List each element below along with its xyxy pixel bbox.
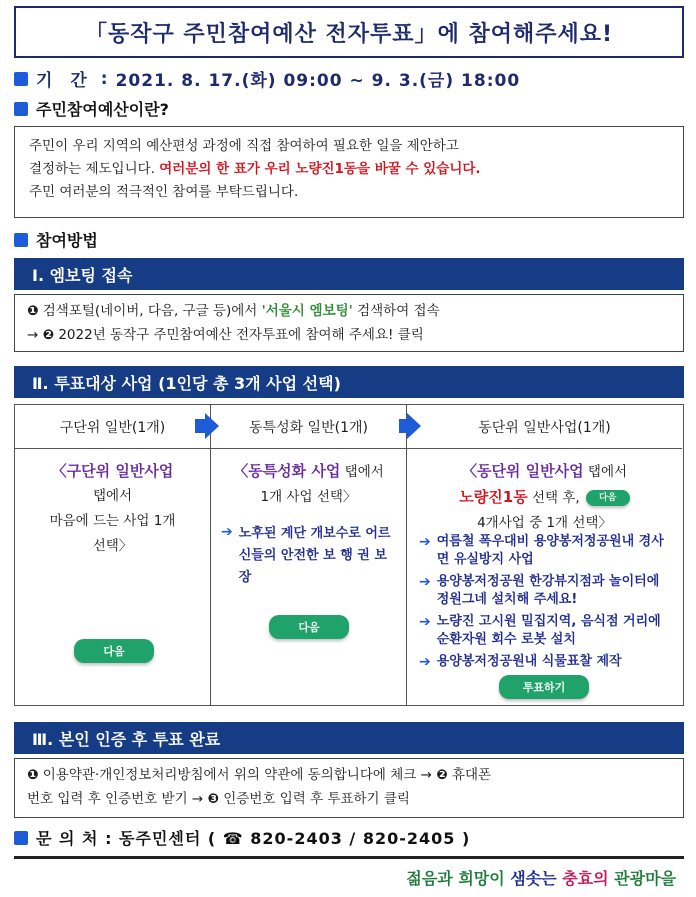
period-label: 기 간 xyxy=(36,71,93,91)
column-body xyxy=(407,459,682,536)
step1-line-2 xyxy=(27,323,671,347)
square-bullet-icon xyxy=(14,72,28,86)
step2-bar: Ⅱ. 투표대상 사업 (1인당 총 3개 사업 선택) xyxy=(14,366,684,398)
next-button[interactable]: 다음 xyxy=(74,639,154,663)
tab-line xyxy=(407,459,682,485)
tab-line xyxy=(211,459,406,485)
project-name: 용양봉저정공원 한강뷰지점과 놀이터에 정원그네 설치해 주세요! xyxy=(436,574,660,607)
dong-line xyxy=(407,485,682,511)
square-bullet-icon xyxy=(14,233,28,247)
project-list xyxy=(221,523,396,593)
column-line: 탭에서 xyxy=(92,488,133,504)
column-header: 구단위 일반(1개) xyxy=(15,405,210,449)
arrow-icon: → xyxy=(27,327,39,343)
dong-suffix: 선택 후, xyxy=(527,490,580,506)
slogan-part: 관광마을 xyxy=(614,869,676,888)
step3-line-1 xyxy=(27,763,671,787)
intro-line-2-plain: 결정하는 제도입니다. xyxy=(29,161,160,177)
period-row xyxy=(14,66,520,91)
method-heading: 참여방법 xyxy=(36,231,98,250)
vote-target-grid xyxy=(14,404,684,706)
step-number-icon: ❷ xyxy=(42,327,55,343)
vote-button[interactable]: 투표하기 xyxy=(499,675,589,699)
list-item xyxy=(419,613,674,649)
step1-search-keyword: '서울시 엠보팅' xyxy=(261,303,353,319)
step-number-icon: ❶ xyxy=(27,767,39,783)
column-body xyxy=(211,459,406,585)
slogan-part: 충효의 xyxy=(562,869,615,888)
step3-bar: Ⅲ. 본인 인증 후 투표 완료 xyxy=(14,722,684,754)
step3-text-2: 휴대폰 xyxy=(451,767,492,783)
step1-text-2: 2022년 동작구 주민참여예산 전자투표에 참여해 주세요! 클릭 xyxy=(58,327,424,343)
arrow-right-icon: ➔ xyxy=(221,524,233,540)
column-dong-special xyxy=(211,405,407,705)
square-bullet-icon xyxy=(14,102,28,116)
project-name: 노후된 계단 개보수로 어르신들의 안전한 보 행 권 보 장 xyxy=(238,526,391,585)
step1-text-b: 검색하여 접속 xyxy=(352,303,440,319)
step3-text-3b: 인증번호 입력 후 투표하기 클릭 xyxy=(223,791,410,807)
list-item xyxy=(221,523,396,589)
list-item xyxy=(419,573,674,609)
step1-bar: Ⅰ. 엠보팅 접속 xyxy=(14,258,684,290)
step1-box xyxy=(14,294,684,352)
column-header: 동특성화 일반(1개) xyxy=(211,405,406,449)
step1-text-a: 검색포털(네이버, 다음, 구글 등)에서 xyxy=(42,303,262,319)
step-number-icon: ❸ xyxy=(207,791,219,807)
contact-info: 문 의 처 : 동주민센터 ( ☎ 820-2403 / 820-2405 ) xyxy=(36,829,471,848)
step-number-icon: ❷ xyxy=(436,767,448,783)
intro-line-2-emphasis: 여러분의 한 표가 우리 노량진1동을 바꿀 수 있습니다. xyxy=(159,161,481,177)
step3-text-1: 이용약관·개인정보처리방침에서 위의 약관에 동의합니다에 체크 → xyxy=(42,767,432,783)
step1-line-1 xyxy=(27,299,671,323)
column-line: 4개사업 중 1개 선택〉 xyxy=(477,515,612,531)
period-colon: : xyxy=(100,68,108,89)
arrow-right-icon: ➔ xyxy=(419,614,431,630)
intro-line-3: 주민 여러분의 적극적인 참여를 부탁드립니다. xyxy=(29,184,299,200)
tab-name: 〈동단위 일반사업 xyxy=(461,462,584,480)
column-body xyxy=(15,459,210,559)
square-bullet-icon xyxy=(14,831,28,845)
list-item xyxy=(419,653,674,671)
arrow-right-icon: ➔ xyxy=(419,534,431,550)
tab-suffix: 탭에서 xyxy=(340,464,384,480)
tab-name: 〈구단위 일반사업 xyxy=(51,462,174,480)
step3-text-3a: 번호 입력 후 인증번호 받기 → xyxy=(27,791,204,807)
period-value: 2021. 8. 17.(화) 09:00 ~ 9. 3.(금) 18:00 xyxy=(115,71,521,91)
small-next-button[interactable]: 다음 xyxy=(586,490,630,506)
page-title: 「동작구 주민참여예산 전자투표」에 참여해주세요! xyxy=(84,21,614,47)
next-button[interactable]: 다음 xyxy=(269,615,349,639)
slogan-part: 젊음과 희망이 xyxy=(406,869,511,888)
dong-name: 노량진1동 xyxy=(459,488,528,506)
intro-line-2 xyxy=(29,158,669,181)
project-name: 여름철 폭우대비 용양봉저정공원내 경사면 유실방지 사업 xyxy=(436,534,664,567)
project-name: 노량진 고시원 밀집지역, 음식점 거리에 순환자원 회수 로봇 설치 xyxy=(436,614,661,647)
flow-arrow-head-icon xyxy=(407,413,421,439)
flow-arrow-head-icon xyxy=(205,413,219,439)
list-item xyxy=(419,533,674,569)
column-line: 선택〉 xyxy=(92,538,133,554)
slogan xyxy=(406,866,676,889)
method-heading-row xyxy=(14,228,98,251)
intro-line-1: 주민이 우리 지역의 예산편성 과정에 직접 참여하여 필요한 일을 제안하고 xyxy=(29,138,459,154)
column-line: 마음에 드는 사업 1개 xyxy=(49,513,176,529)
step-number-icon: ❶ xyxy=(27,303,39,319)
project-list xyxy=(419,533,674,675)
column-gu xyxy=(15,405,211,705)
intro-heading: 주민참여예산이란? xyxy=(36,100,169,119)
contact-row xyxy=(14,826,470,849)
slogan-part: 샘솟는 xyxy=(510,869,563,888)
tab-suffix: 탭에서 xyxy=(583,464,628,480)
column-header: 동단위 일반사업(1개) xyxy=(407,405,682,449)
tab-name: 〈동특성화 사업 xyxy=(233,462,341,480)
column-dong-general xyxy=(407,405,682,705)
step3-box xyxy=(14,758,684,818)
intro-box xyxy=(14,126,684,218)
arrow-right-icon: ➔ xyxy=(419,574,431,590)
step3-line-2 xyxy=(27,787,671,811)
arrow-right-icon: ➔ xyxy=(419,654,431,670)
column-line: 1개 사업 선택〉 xyxy=(260,489,357,505)
title-box xyxy=(14,6,684,58)
intro-heading-row xyxy=(14,97,169,120)
divider xyxy=(14,856,684,859)
project-name: 용양봉저정공원내 식물표찰 제작 xyxy=(436,654,622,669)
